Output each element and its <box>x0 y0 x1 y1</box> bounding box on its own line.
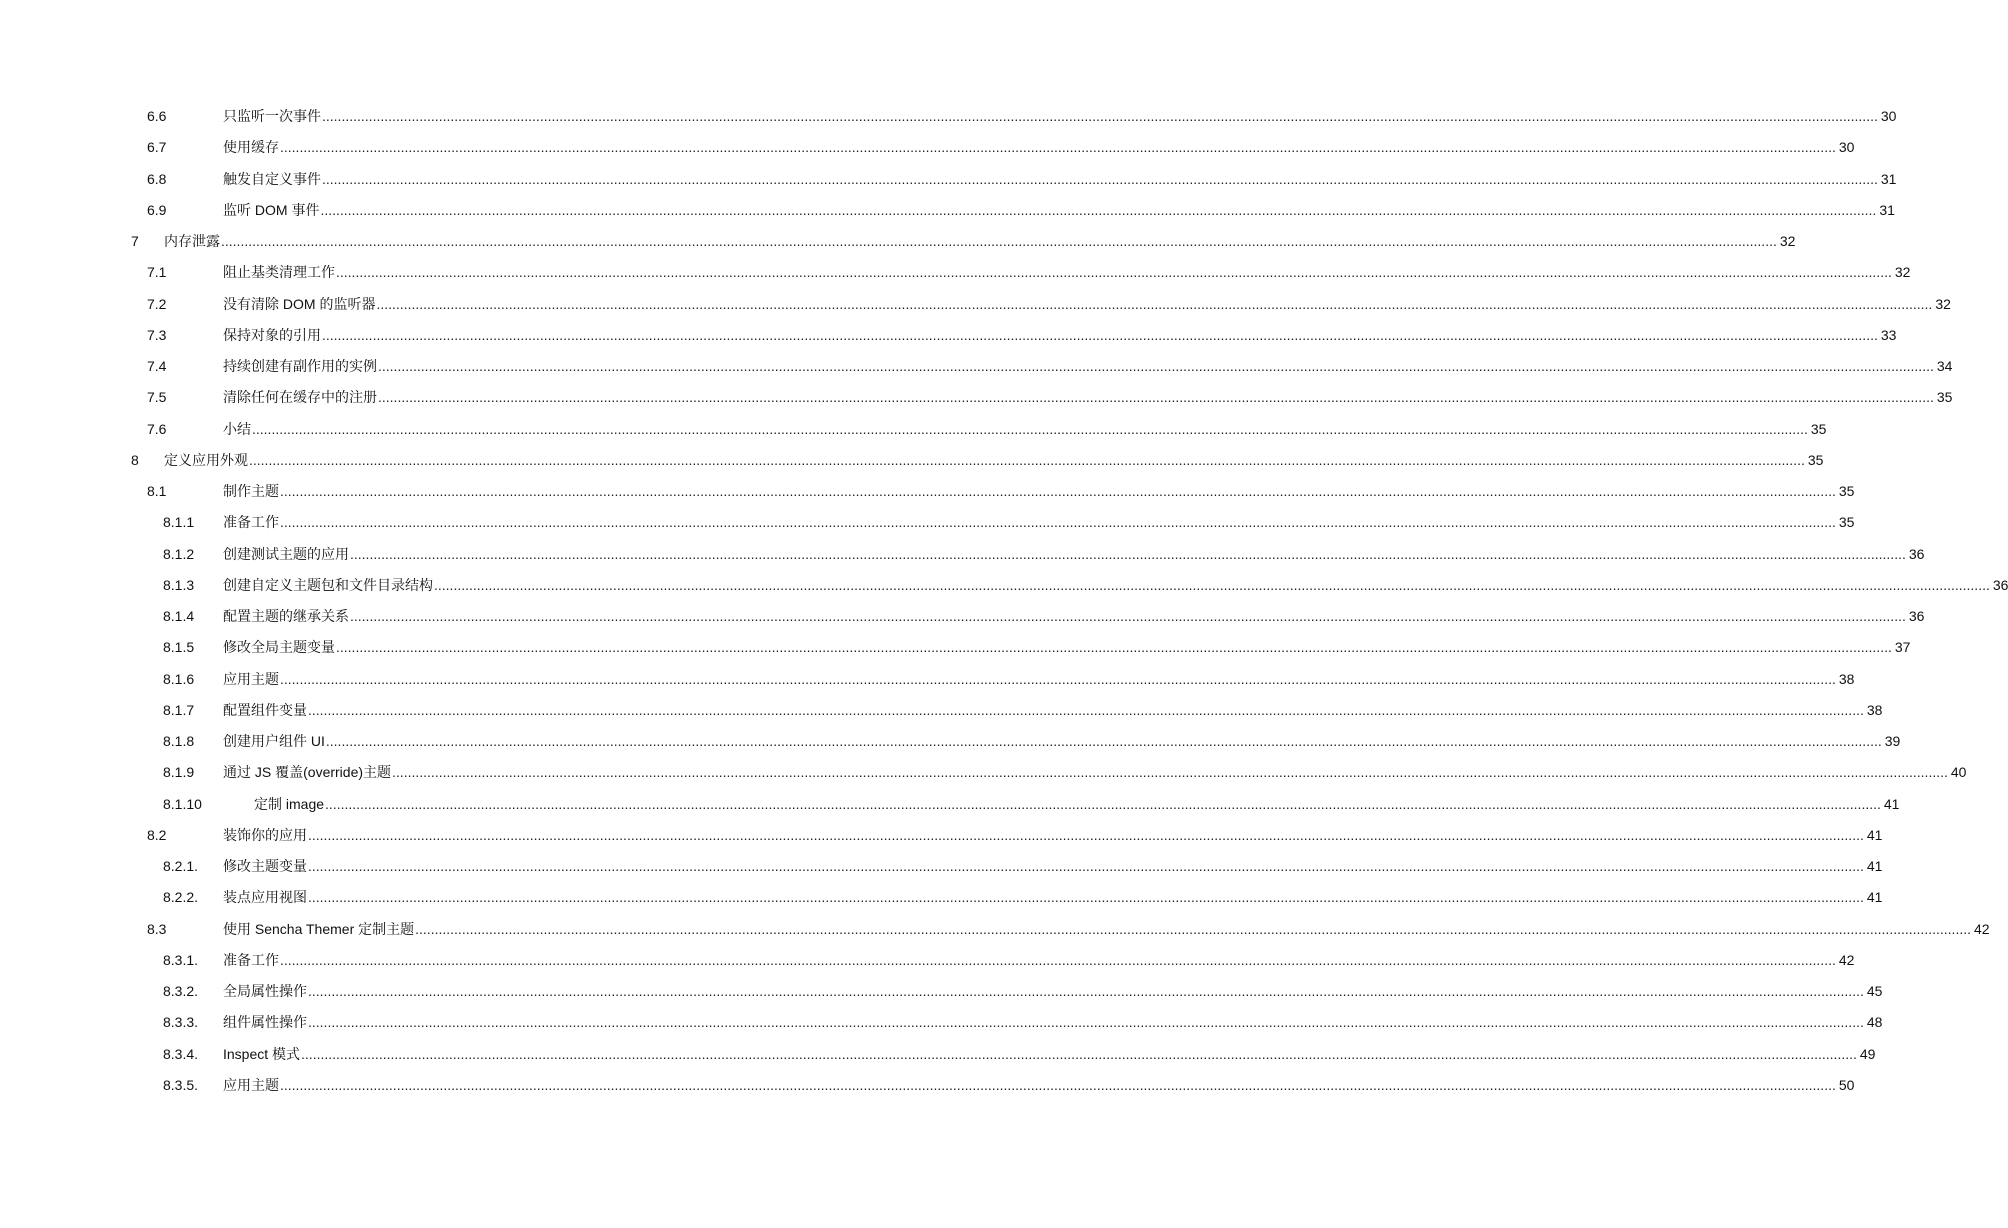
dot-leader: ................................................................................................................................................................................................................................................................................................................................................................................................................ <box>322 326 1878 343</box>
toc-entry-line <box>223 851 1883 882</box>
toc-entry-page-number: 30 <box>1838 139 1855 156</box>
toc-entry-number: 7.2 <box>147 295 167 312</box>
toc-entry-title: 定制 image <box>254 795 325 812</box>
toc-entry-number: 6.7 <box>147 139 167 156</box>
toc-entry[interactable] <box>0 914 1990 945</box>
toc-entry[interactable] <box>0 351 1953 382</box>
toc-entry[interactable] <box>0 382 1953 413</box>
toc-entry-title: 准备工作 <box>223 514 279 531</box>
toc-entry[interactable] <box>0 195 1895 226</box>
toc-entry[interactable] <box>0 726 1901 757</box>
dot-leader: ................................................................................................................................................................................................................................................................................................................................................................................................................ <box>308 889 1864 906</box>
toc-entry-line <box>254 789 1900 820</box>
dot-leader: ................................................................................................................................................................................................................................................................................................................................................................................................................ <box>252 420 1808 437</box>
toc-entry-page-number: 38 <box>1866 701 1883 718</box>
toc-entry-line <box>223 351 1953 382</box>
dot-leader: ................................................................................................................................................................................................................................................................................................................................................................................................................ <box>301 1045 1857 1062</box>
toc-entry-title: 应用主题 <box>223 1076 279 1093</box>
dot-leader: ................................................................................................................................................................................................................................................................................................................................................................................................................ <box>249 451 1805 468</box>
toc-entry-title: 全局属性操作 <box>223 983 307 999</box>
toc-entry-title: 内存泄露 <box>164 233 220 249</box>
toc-entry-page-number: 31 <box>1879 201 1895 218</box>
toc-entry-line <box>223 1007 1883 1038</box>
toc-entry[interactable] <box>0 1070 1855 1101</box>
toc-entry-page-number: 34 <box>1936 358 1953 374</box>
toc-entry-line <box>223 1070 1855 1101</box>
toc-entry[interactable] <box>0 820 1883 851</box>
toc-entry[interactable] <box>0 632 1911 663</box>
toc-entry-number: 8.3.3. <box>163 1014 199 1031</box>
toc-entry-page-number: 35 <box>1838 483 1855 499</box>
toc-entry-title: 修改主题变量 <box>223 858 307 874</box>
toc-entry[interactable] <box>0 882 1883 913</box>
toc-entry-title: 监听 DOM 事件 <box>223 201 320 218</box>
toc-entry-title: 创建测试主题的应用 <box>223 545 349 562</box>
toc-entry-title: 触发自定义事件 <box>223 170 321 187</box>
toc-entry-number: 8.1.1 <box>163 514 195 531</box>
toc-entry-page-number: 36 <box>1992 576 2008 593</box>
toc-entry-number: 7 <box>131 233 139 249</box>
toc-entry-line <box>223 101 1897 132</box>
toc-entry-line <box>223 507 1855 538</box>
toc-entry-title: 小结 <box>223 420 251 437</box>
toc-entry-line <box>223 914 1990 945</box>
toc-entry-title: 使用 Sencha Themer 定制主题 <box>223 920 415 937</box>
toc-entry[interactable] <box>0 164 1897 195</box>
toc-entry-line <box>223 320 1897 351</box>
toc-entry-page-number: 35 <box>1936 389 1953 406</box>
toc-entry-page-number: 45 <box>1866 983 1883 999</box>
toc-entry-page-number: 33 <box>1880 326 1897 343</box>
toc-entry-number: 8.3.4. <box>163 1045 199 1062</box>
toc-entry-line <box>223 726 1901 757</box>
toc-entry-line <box>223 601 1925 632</box>
toc-entry[interactable] <box>0 851 1883 882</box>
dot-leader: ................................................................................................................................................................................................................................................................................................................................................................................................................ <box>350 608 1906 624</box>
dot-leader: ................................................................................................................................................................................................................................................................................................................................................................................................................ <box>280 514 1836 531</box>
toc-entry[interactable] <box>0 257 1911 288</box>
toc-entry-number: 8.1.10 <box>163 795 202 812</box>
dot-leader: ................................................................................................................................................................................................................................................................................................................................................................................................................ <box>308 858 1864 874</box>
toc-entry-page-number: 35 <box>1810 420 1827 437</box>
dot-leader: ................................................................................................................................................................................................................................................................................................................................................................................................................ <box>308 983 1864 999</box>
toc-entry-number: 8 <box>131 451 139 468</box>
toc-entry-line <box>223 539 1925 570</box>
toc-entry-title: 创建自定义主题包和文件目录结构 <box>223 576 433 593</box>
toc-entry-title: 持续创建有副作用的实例 <box>223 358 377 374</box>
dot-leader: ................................................................................................................................................................................................................................................................................................................................................................................................................ <box>221 233 1777 249</box>
toc-entry[interactable] <box>0 945 1855 976</box>
toc-entry-number: 8.1.8 <box>163 733 195 749</box>
toc-entry-line <box>223 945 1855 976</box>
toc-entry[interactable] <box>0 601 1925 632</box>
toc-entry-line <box>223 382 1953 413</box>
toc-entry[interactable] <box>0 414 1827 445</box>
toc-entry[interactable] <box>0 789 1900 820</box>
toc-entry[interactable] <box>0 1007 1883 1038</box>
toc-entry-number: 6.8 <box>147 170 167 187</box>
dot-leader: ................................................................................................................................................................................................................................................................................................................................................................................................................ <box>280 483 1836 499</box>
toc-entry-line <box>223 757 1967 788</box>
dot-leader: ................................................................................................................................................................................................................................................................................................................................................................................................................ <box>280 139 1836 156</box>
toc-entry-page-number: 36 <box>1908 608 1925 624</box>
toc-entry-page-number: 35 <box>1838 514 1855 531</box>
toc-entry-page-number: 42 <box>1838 951 1855 968</box>
toc-entry-page-number: 38 <box>1838 670 1855 687</box>
dot-leader: ................................................................................................................................................................................................................................................................................................................................................................................................................ <box>434 576 1990 593</box>
toc-entry-title: 应用主题 <box>223 670 279 687</box>
toc-entry-title: 阻止基类清理工作 <box>223 264 335 281</box>
toc-entry-line <box>164 445 1824 476</box>
toc-entry-page-number: 30 <box>1880 108 1897 124</box>
toc-entry-title: Inspect 模式 <box>223 1045 301 1062</box>
toc-entry-title: 配置主题的继承关系 <box>223 608 349 624</box>
toc-entry-page-number: 35 <box>1807 451 1824 468</box>
toc-entry-title: 修改全局主题变量 <box>223 639 335 656</box>
toc-entry-title: 装饰你的应用 <box>223 826 307 843</box>
toc-entry-page-number: 32 <box>1779 233 1796 249</box>
toc-entry-title: 组件属性操作 <box>223 1014 307 1031</box>
toc-entry-number: 8.1.6 <box>163 670 195 687</box>
toc-entry-line <box>164 226 1796 257</box>
toc-entry-number: 6.9 <box>147 201 167 218</box>
toc-entry-title: 保持对象的引用 <box>223 326 321 343</box>
toc-entry-number: 8.2.2. <box>163 889 199 906</box>
toc-entry[interactable] <box>0 570 2008 601</box>
toc-entry-line <box>223 632 1911 663</box>
dot-leader: ................................................................................................................................................................................................................................................................................................................................................................................................................ <box>320 201 1877 218</box>
toc-entry-page-number: 37 <box>1894 639 1911 656</box>
table-of-contents <box>0 101 2008 1101</box>
toc-entry-number: 7.1 <box>147 264 167 281</box>
toc-entry-number: 8.1.5 <box>163 639 195 656</box>
dot-leader: ................................................................................................................................................................................................................................................................................................................................................................................................................ <box>415 920 1971 937</box>
toc-entry-page-number: 41 <box>1866 858 1883 874</box>
toc-entry-page-number: 32 <box>1894 264 1911 281</box>
dot-leader: ................................................................................................................................................................................................................................................................................................................................................................................................................ <box>308 826 1864 843</box>
toc-entry-page-number: 39 <box>1884 733 1901 749</box>
toc-entry-number: 8.2 <box>147 826 167 843</box>
toc-entry-number: 7.5 <box>147 389 167 406</box>
toc-entry-page-number: 40 <box>1950 764 1967 781</box>
toc-entry-page-number: 41 <box>1883 795 1900 812</box>
toc-entry-title: 没有清除 DOM 的监听器 <box>223 295 376 312</box>
toc-entry-page-number: 41 <box>1866 889 1883 906</box>
toc-entry-number: 7.3 <box>147 326 167 343</box>
toc-entry-title: 清除任何在缓存中的注册 <box>223 389 377 406</box>
toc-entry[interactable] <box>0 101 1897 132</box>
toc-entry-number: 8.3.5. <box>163 1076 199 1093</box>
toc-entry-line <box>223 132 1855 163</box>
dot-leader: ................................................................................................................................................................................................................................................................................................................................................................................................................ <box>308 701 1864 718</box>
dot-leader: ................................................................................................................................................................................................................................................................................................................................................................................................................ <box>336 264 1892 281</box>
toc-entry-number: 8.1.2 <box>163 545 195 562</box>
dot-leader: ................................................................................................................................................................................................................................................................................................................................................................................................................ <box>378 389 1934 406</box>
toc-entry-title: 准备工作 <box>223 951 279 968</box>
toc-entry-title: 创建用户组件 UI <box>223 733 325 749</box>
toc-entry[interactable] <box>0 539 1925 570</box>
toc-entry-title: 使用缓存 <box>223 139 279 156</box>
toc-entry-page-number: 48 <box>1866 1014 1883 1031</box>
toc-entry-title: 制作主题 <box>223 483 279 499</box>
toc-entry-number: 8.1 <box>147 483 167 499</box>
toc-entry[interactable] <box>0 445 1824 476</box>
toc-entry-page-number: 50 <box>1838 1076 1855 1093</box>
toc-entry-number: 8.2.1. <box>163 858 199 874</box>
toc-entry-title: 定义应用外观 <box>164 451 248 468</box>
toc-entry[interactable] <box>0 289 1951 320</box>
toc-entry-title: 只监听一次事件 <box>223 108 321 124</box>
dot-leader: ................................................................................................................................................................................................................................................................................................................................................................................................................ <box>280 1076 1836 1093</box>
toc-entry-line <box>223 164 1897 195</box>
toc-entry[interactable] <box>0 226 1796 257</box>
toc-entry-line <box>223 257 1911 288</box>
dot-leader: ................................................................................................................................................................................................................................................................................................................................................................................................................ <box>350 545 1906 562</box>
toc-entry[interactable] <box>0 664 1855 695</box>
toc-entry-page-number: 49 <box>1859 1045 1876 1062</box>
toc-entry-title: 配置组件变量 <box>223 701 307 718</box>
toc-entry-page-number: 36 <box>1908 545 1925 562</box>
toc-entry-line <box>223 195 1895 226</box>
toc-entry-title: 通过 JS 覆盖(override)主题 <box>223 764 392 781</box>
toc-entry-number: 7.4 <box>147 358 167 374</box>
toc-entry[interactable] <box>0 1039 1876 1070</box>
toc-entry-page-number: 31 <box>1880 170 1897 187</box>
toc-entry-line <box>223 476 1855 507</box>
dot-leader: ................................................................................................................................................................................................................................................................................................................................................................................................................ <box>325 795 1881 812</box>
dot-leader: ................................................................................................................................................................................................................................................................................................................................................................................................................ <box>280 951 1836 968</box>
toc-entry-line <box>223 695 1883 726</box>
toc-entry-line <box>223 570 2008 601</box>
dot-leader: ................................................................................................................................................................................................................................................................................................................................................................................................................ <box>325 733 1882 749</box>
toc-entry-line <box>223 882 1883 913</box>
toc-entry-number: 7.6 <box>147 420 167 437</box>
toc-entry-line <box>223 414 1827 445</box>
dot-leader: ................................................................................................................................................................................................................................................................................................................................................................................................................ <box>308 1014 1864 1031</box>
toc-entry[interactable] <box>0 132 1855 163</box>
toc-entry-page-number: 42 <box>1974 920 1990 937</box>
toc-entry-page-number: 41 <box>1866 826 1883 843</box>
toc-entry[interactable] <box>0 757 1967 788</box>
toc-entry-line <box>223 1039 1876 1070</box>
toc-entry-number: 8.3.1. <box>163 951 199 968</box>
toc-entry-number: 8.3 <box>147 920 167 937</box>
toc-entry-title: 装点应用视图 <box>223 889 307 906</box>
toc-entry-number: 6.6 <box>147 108 167 124</box>
toc-entry-page-number: 32 <box>1935 295 1951 312</box>
toc-entry[interactable] <box>0 507 1855 538</box>
toc-entry-number: 8.1.4 <box>163 608 195 624</box>
toc-entry[interactable] <box>0 976 1883 1007</box>
toc-entry[interactable] <box>0 695 1883 726</box>
toc-entry-number: 8.1.9 <box>163 764 195 781</box>
toc-entry-number: 8.3.2. <box>163 983 199 999</box>
toc-entry[interactable] <box>0 476 1855 507</box>
toc-entry-number: 8.1.7 <box>163 701 195 718</box>
toc-entry-line <box>223 289 1951 320</box>
dot-leader: ................................................................................................................................................................................................................................................................................................................................................................................................................ <box>280 670 1836 687</box>
dot-leader: ................................................................................................................................................................................................................................................................................................................................................................................................................ <box>322 108 1878 124</box>
toc-entry-line <box>223 664 1855 695</box>
dot-leader: ................................................................................................................................................................................................................................................................................................................................................................................................................ <box>322 170 1878 187</box>
toc-entry[interactable] <box>0 320 1897 351</box>
dot-leader: ................................................................................................................................................................................................................................................................................................................................................................................................................ <box>378 358 1934 374</box>
toc-entry-line <box>223 820 1883 851</box>
dot-leader: ................................................................................................................................................................................................................................................................................................................................................................................................................ <box>336 639 1892 656</box>
toc-entry-number: 8.1.3 <box>163 576 195 593</box>
toc-entry-line <box>223 976 1883 1007</box>
dot-leader: ................................................................................................................................................................................................................................................................................................................................................................................................................ <box>392 764 1948 781</box>
dot-leader: ................................................................................................................................................................................................................................................................................................................................................................................................................ <box>376 295 1933 312</box>
